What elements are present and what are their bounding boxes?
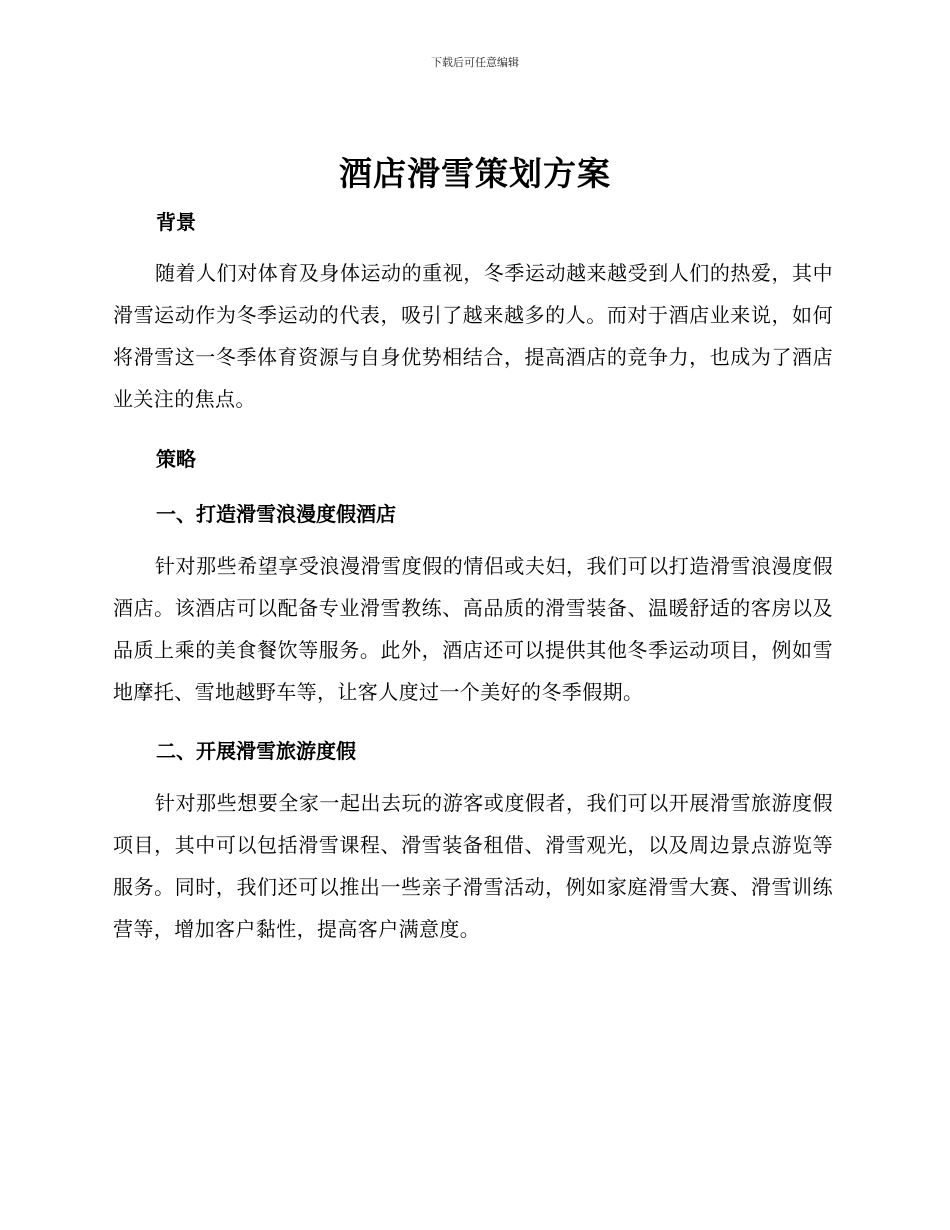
- subsection-heading-romantic-hotel: 一、打造滑雪浪漫度假酒店: [156, 502, 396, 526]
- page-header-note: 下载后可任意编辑: [431, 56, 519, 69]
- section-heading-strategy: 策略: [156, 447, 196, 471]
- paragraph-romantic-hotel: 针对那些希望享受浪漫滑雪度假的情侣或夫妇，我们可以打造滑雪浪漫度假酒店。该酒店可以配备专业滑雪教练、高品质的滑雪装备、温暖舒适的客房以及品质上乘的美食餐饮等服务。此外，酒店还可以提供其他冬季运动项目，例如雪地摩托、雪地越野车等，让客人度过一个美好的冬季假期。: [113, 554, 833, 704]
- paragraph-background: 随着人们对体育及身体运动的重视，冬季运动越来越受到人们的热爱，其中滑雪运动作为冬季运动的代表，吸引了越来越多的人。而对于酒店业来说，如何将滑雪这一冬季体育资源与自身优势相结合，提高酒店的竞争力，也成为了酒店业关注的焦点。: [113, 261, 833, 411]
- section-heading-background: 背景: [156, 210, 196, 234]
- paragraph-ski-tourism: 针对那些想要全家一起出去玩的游客或度假者，我们可以开展滑雪旅游度假项目，其中可以包括滑雪课程、滑雪装备租借、滑雪观光，以及周边景点游览等服务。同时，我们还可以推出一些亲子滑雪活动，例如家庭滑雪大赛、滑雪训练营等，增加客户黏性，提高客户满意度。: [113, 791, 833, 941]
- subsection-heading-ski-tourism: 二、开展滑雪旅游度假: [156, 739, 356, 763]
- document-title: 酒店滑雪策划方案: [339, 154, 611, 193]
